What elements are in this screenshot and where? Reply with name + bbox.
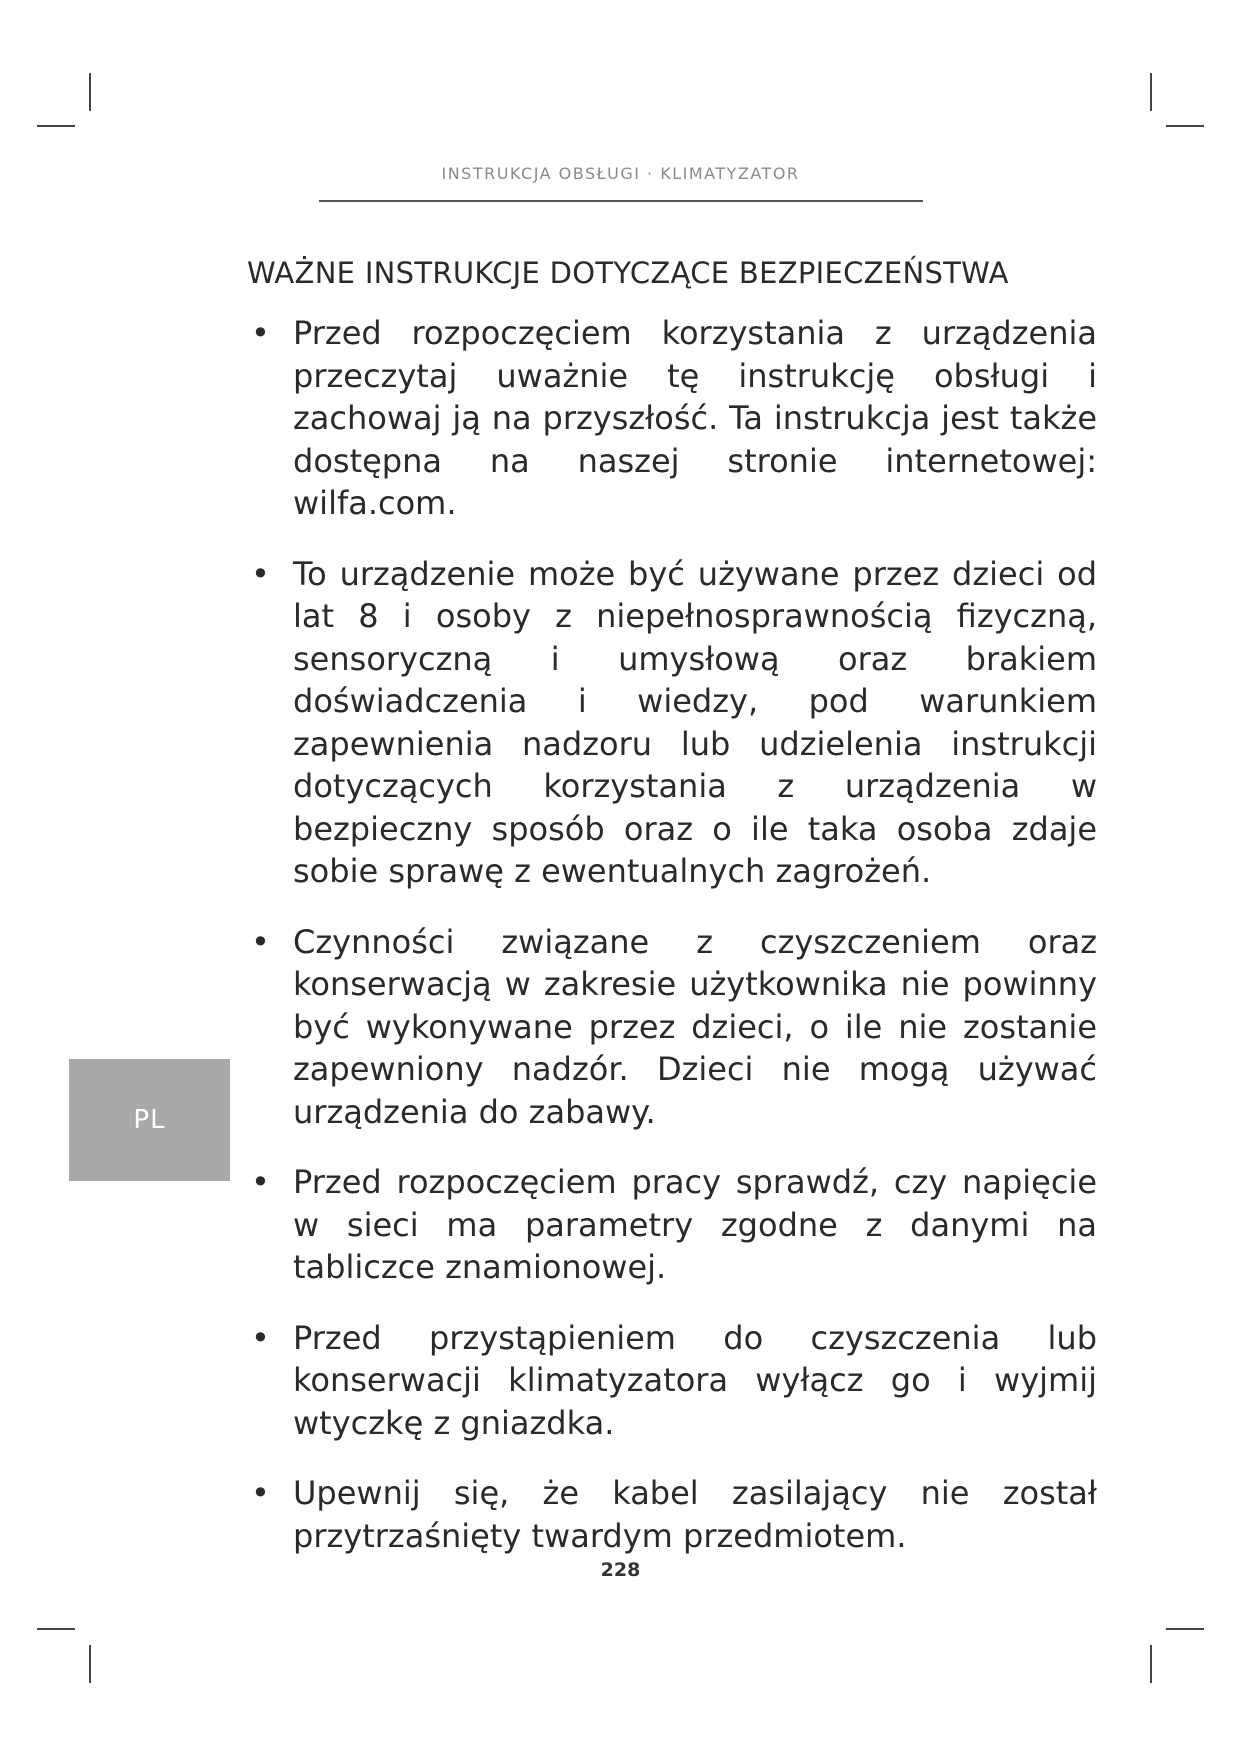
list-item-text: Przed rozpoczęciem pracy sprawdź, czy napięcie w sieci ma parametry zgodne z danymi na tabliczce znamionowej. — [293, 1163, 1097, 1286]
bullet-icon: • — [251, 922, 270, 961]
crop-mark-top-left-vertical — [89, 73, 91, 111]
crop-mark-top-left-horizontal — [37, 125, 75, 127]
safety-instructions-list — [247, 312, 1097, 1585]
list-item-text: Przed przystąpieniem do czyszczenia lub konserwacji klimatyzatora wyłącz go i wyjmij wtyczkę z gniazdka. — [293, 1318, 1097, 1442]
section-title: WAŻNE INSTRUKCJE DOTYCZĄCE BEZPIECZEŃSTWA — [247, 256, 1009, 290]
list-item-text: To urządzenie może być używane przez dzieci od lat 8 i osoby z niepełnosprawnością fizyczną, sensoryczną i umysłową oraz brakiem doświadczenia i wiedzy, pod warunkiem zapewnienia nadzoru lub udzielenia instrukcji dotyczących korzystania z urządzenia w bezpieczny sposób oraz o ile taka osoba zdaje sobie sprawę z ewentualnych zagrożeń. — [293, 554, 1097, 890]
crop-mark-top-right-vertical — [1150, 73, 1152, 111]
page-number: 228 — [600, 1559, 641, 1581]
list-item-text: Upewnij się, że kabel zasilający nie został przytrzaśnięty twardym przedmiotem. — [293, 1474, 1097, 1555]
list-item — [247, 553, 1097, 893]
language-tab-label: PL — [133, 1105, 166, 1135]
bullet-icon: • — [251, 1163, 270, 1201]
list-item — [247, 1161, 1097, 1289]
crop-mark-bottom-left-horizontal — [37, 1628, 75, 1630]
bullet-icon: • — [251, 1318, 270, 1357]
crop-mark-bottom-right-vertical — [1150, 1645, 1152, 1683]
list-item — [247, 1472, 1097, 1557]
bullet-icon: • — [251, 554, 270, 593]
language-tab — [69, 1059, 230, 1181]
crop-mark-bottom-right-horizontal — [1166, 1628, 1204, 1630]
crop-mark-bottom-left-vertical — [89, 1645, 91, 1683]
list-item-text: Przed rozpoczęciem korzystania z urządzenia przeczytaj uważnie tę instrukcję obsługi i zachowaj ją na przyszłość. Ta instrukcja jest także dostępna na naszej stronie internetowej: wilfa.com. — [293, 314, 1097, 522]
list-item — [247, 312, 1097, 525]
list-item-text: Czynności związane z czyszczeniem oraz konserwacją w zakresie użytkownika nie powinny być wykonywane przez dzieci, o ile nie zostanie zapewniony nadzór. Dzieci nie mogą używać urządzenia do zabawy. — [293, 922, 1097, 1131]
bullet-icon: • — [251, 314, 270, 352]
list-item — [247, 1317, 1097, 1445]
header-divider — [319, 200, 923, 202]
running-header: INSTRUKCJA OBSŁUGI · KLIMATYZATOR — [441, 164, 800, 183]
list-item — [247, 921, 1097, 1134]
bullet-icon: • — [251, 1474, 270, 1512]
crop-mark-top-right-horizontal — [1166, 125, 1204, 127]
